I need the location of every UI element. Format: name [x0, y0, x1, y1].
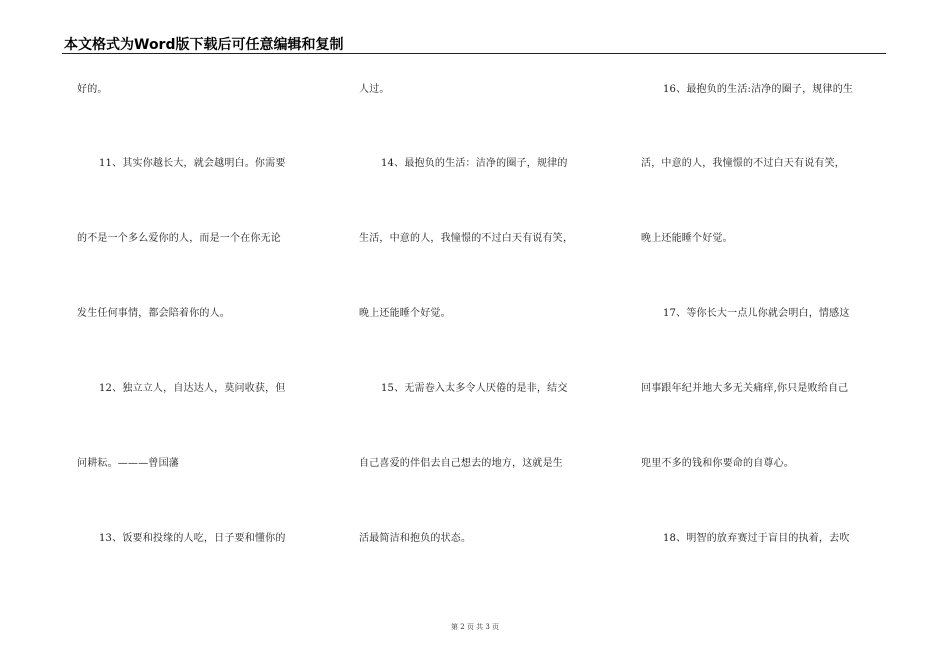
text-line: 14、最抱负的生活：洁净的圈子，规律的 — [381, 158, 568, 169]
text-line: 人过。 — [359, 84, 390, 95]
page-number-footer: 第 2 页 共 3 页 — [450, 623, 500, 631]
text-line: 回事跟年纪并地大多无关痛痒,你只是败给自己 — [641, 383, 849, 394]
text-line: 兜里不多的钱和你要命的自尊心。 — [641, 458, 794, 469]
text-line: 活最简洁和抱负的状态。 — [359, 533, 472, 544]
text-line: 晚上还能睡个好觉。 — [359, 308, 451, 319]
text-line: 12、独立立人，自达达人，莫问收获，但 — [99, 383, 286, 394]
text-line: 18、明智的放弃赛过于盲目的执着，去吹 — [663, 533, 850, 544]
document-header-title: 本文格式为Word版下载后可任意编辑和复制 — [64, 37, 344, 53]
text-line: 自己喜爱的伴侣去自己想去的地方，这就是生 — [359, 458, 563, 469]
text-line: 15、无需卷入太多令人厌倦的是非，结交 — [381, 383, 568, 394]
text-line: 13、饭要和投缘的人吃，日子要和懂你的 — [99, 533, 286, 544]
text-line: 晚上还能睡个好觉。 — [641, 233, 733, 244]
text-line: 17、等你长大一点儿你就会明白，情感这 — [663, 308, 850, 319]
text-line: 的不是一个多么爱你的人，而是一个在你无论 — [77, 233, 281, 244]
text-line: 问耕耘。———曾国藩 — [77, 458, 179, 469]
text-line: 发生任何事情，都会陪着你的人。 — [77, 308, 230, 319]
text-line: 生活，中意的人，我憧憬的不过白天有说有笑， — [359, 233, 574, 244]
text-line: 好的。 — [77, 84, 108, 95]
header-divider — [62, 53, 886, 54]
text-line: 11、其实你越长大，就会越明白。你需要 — [99, 158, 286, 169]
text-line: 16、最抱负的生活:洁净的圈子，规律的生 — [663, 84, 854, 95]
text-line: 活，中意的人，我憧憬的不过白天有说有笑， — [641, 158, 845, 169]
